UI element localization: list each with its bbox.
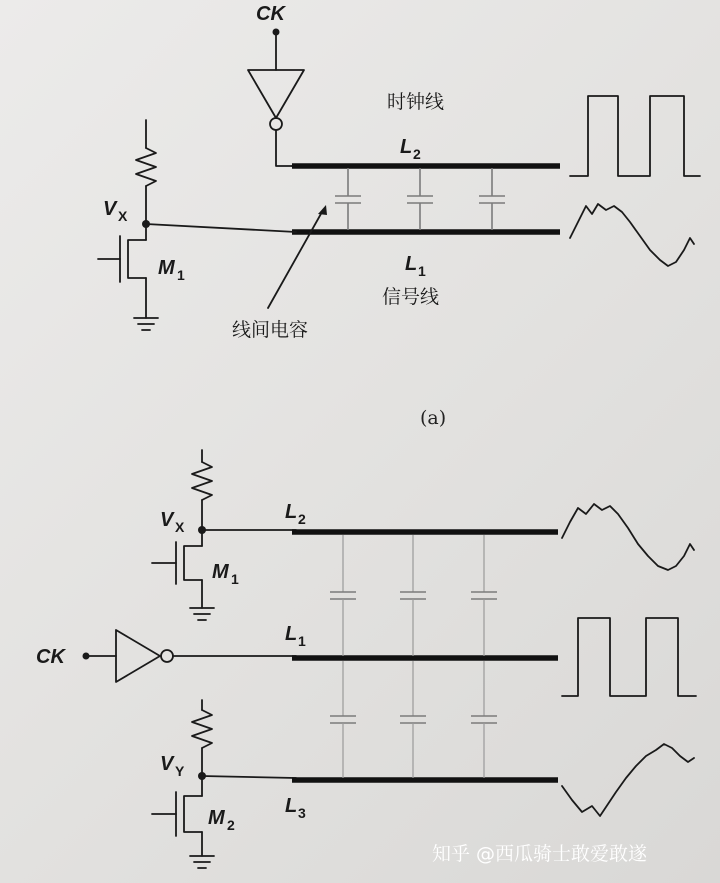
m2-label-b: M bbox=[208, 807, 225, 829]
vy-sub-b: Y bbox=[175, 763, 185, 779]
m1-sub-b: 1 bbox=[231, 571, 239, 587]
coupling-cap-label: 线间电容 bbox=[232, 319, 309, 341]
resistor-b-bottom bbox=[192, 700, 212, 776]
capacitor-a-2 bbox=[407, 168, 433, 230]
clock-waveform-b bbox=[562, 618, 696, 696]
l2-label-a: L bbox=[400, 136, 413, 158]
capacitor-b-lower-1 bbox=[330, 661, 356, 778]
m2-sub-b: 2 bbox=[227, 817, 235, 833]
capacitor-a-3 bbox=[479, 168, 505, 230]
caption-a: (a) bbox=[420, 407, 447, 429]
inverter-bubble-b bbox=[161, 650, 173, 662]
m1-label-a: M bbox=[158, 257, 175, 279]
inverter-a bbox=[248, 70, 304, 118]
resistor-b-top bbox=[192, 450, 212, 530]
ck-label-b: CK bbox=[36, 646, 65, 668]
coupling-capacitors-b-lower bbox=[330, 661, 497, 778]
vx-label-b: V bbox=[160, 509, 174, 531]
inverter-bubble-a bbox=[270, 118, 282, 130]
vx-to-l1-wire bbox=[146, 224, 296, 232]
nmos-m1-b bbox=[152, 530, 214, 620]
capacitor-a-1 bbox=[335, 168, 361, 230]
m1-label-b: M bbox=[212, 561, 229, 583]
ck-label-a: CK bbox=[256, 3, 285, 25]
clock-waveform-a bbox=[570, 96, 700, 176]
l1-label-b: L bbox=[285, 623, 298, 645]
vx-sub-a: X bbox=[118, 208, 128, 224]
vx-label-a: V bbox=[103, 198, 117, 220]
signal-waveform-a bbox=[570, 204, 694, 266]
diagram-a bbox=[98, 3, 700, 429]
vx-sub-b: X bbox=[175, 519, 185, 535]
coupling-capacitors-a bbox=[335, 168, 505, 230]
l3-label-b: L bbox=[285, 795, 298, 817]
coupling-cap-pointer bbox=[268, 212, 322, 308]
coupling-capacitors-b-upper bbox=[330, 535, 497, 656]
vy-to-l3-wire bbox=[202, 776, 296, 778]
capacitor-b-upper-1 bbox=[330, 535, 356, 656]
capacitor-b-lower-2 bbox=[400, 661, 426, 778]
clock-line-label: 时钟线 bbox=[387, 91, 445, 113]
diagram-b bbox=[36, 450, 696, 868]
l2-label-b: L bbox=[285, 501, 298, 523]
l1-sub-b: 1 bbox=[298, 633, 306, 649]
coupling-cap-arrowhead bbox=[318, 205, 327, 215]
capacitor-b-lower-3 bbox=[471, 661, 497, 778]
l2-sub-a: 2 bbox=[413, 146, 421, 162]
l3-sub-b: 3 bbox=[298, 805, 306, 821]
l2-sub-b: 2 bbox=[298, 511, 306, 527]
signal-waveform-b-l3 bbox=[562, 744, 694, 816]
watermark: 知乎 @西瓜骑士敢爱敢遂 bbox=[432, 843, 648, 865]
nmos-m1-a bbox=[98, 224, 158, 330]
resistor-a bbox=[136, 120, 156, 224]
inverter-b bbox=[116, 630, 160, 682]
l1-label-a: L bbox=[405, 253, 418, 275]
signal-waveform-b-l2 bbox=[562, 504, 694, 570]
capacitor-b-upper-2 bbox=[400, 535, 426, 656]
inverter-output-wire-a bbox=[276, 130, 292, 166]
nmos-m2-b bbox=[152, 776, 214, 868]
l1-sub-a: 1 bbox=[418, 263, 426, 279]
vy-label-b: V bbox=[160, 753, 174, 775]
m1-sub-a: 1 bbox=[177, 267, 185, 283]
capacitor-b-upper-3 bbox=[471, 535, 497, 656]
signal-line-label: 信号线 bbox=[382, 286, 440, 308]
